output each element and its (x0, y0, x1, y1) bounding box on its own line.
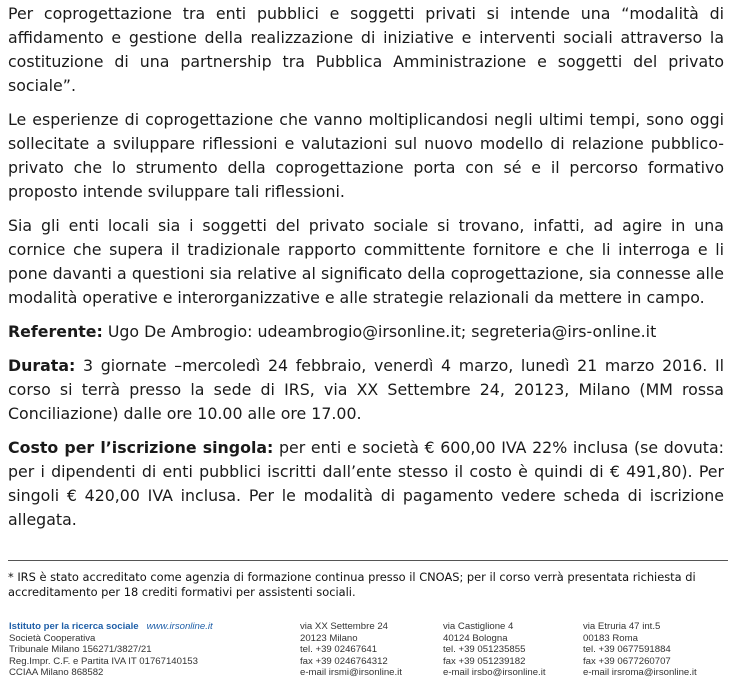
footer-milano-line: fax +39 0246764312 (300, 655, 388, 667)
footer-bologna-line: 40124 Bologna (443, 632, 508, 644)
footer-roma-column (583, 621, 733, 679)
footer-org-line: Società Cooperativa (9, 632, 96, 644)
paragraph-context: Sia gli enti locali sia i soggetti del privato sociale si trovano, infatti, ad agire in una cornice che supera il tradizionale rapporto committente fornitore e che li interroga e li pone davanti a questioni sia relative al significato della coprogettazione, sia connesse alle modalità operative e interorganizzative e alle strategie relazionali da mettere in campo. (8, 216, 724, 307)
footer-roma-line: e-mail irsroma@irsonline.it (583, 667, 697, 679)
document-body (8, 2, 724, 542)
footer-roma-line: via Etruria 47 int.5 (583, 621, 661, 632)
footnote: * IRS è stato accreditato come agenzia di formazione continua presso il CNOAS; per il corso verrà presentata richiesta di accreditamento per 18 crediti formativi per assistenti sociali. (8, 570, 696, 599)
durata-paragraph (8, 354, 724, 426)
footnote-divider (8, 560, 728, 561)
footer-bologna-line: e-mail irsbo@irsonline.it (443, 667, 546, 679)
footer-bologna-column (443, 621, 573, 679)
footer-bologna-line: via Castiglione 4 (443, 621, 514, 632)
footer-org-line: CCIAA Milano 868582 (9, 667, 104, 679)
footer-milano-line: tel. +39 02467641 (300, 644, 378, 656)
costo-label: Costo per l’iscrizione singola: (8, 438, 274, 457)
footer-org-line: Reg.Impr. C.F. e Partita IVA IT 01767140153 (9, 655, 198, 667)
footer-roma-line: tel. +39 0677591884 (583, 644, 671, 656)
footer-org-name: Istituto per la ricerca sociale (9, 621, 139, 632)
paragraph-experiences: Le esperienze di coprogettazione che vanno moltiplicandosi negli ultimi tempi, sono oggi sollecitate a sviluppare riflessioni e valutazioni sul nuovo modello di relazione pubblico-privato che lo strumento della coprogettazione porta con sé e il percorso formativo proposto intende sviluppare tali riflessioni. (8, 110, 724, 201)
footer-org-column (9, 621, 259, 679)
footer-org-line: Tribunale Milano 156271/3827/21 (9, 644, 152, 656)
footer-bologna-line: fax +39 051239182 (443, 655, 526, 667)
durata-label: Durata: (8, 356, 76, 375)
costo-text: per enti e società € 600,00 IVA 22% inclusa (se dovuta: per i dipendenti di enti pubblici iscritti dall’ente stesso il costo è quindi di € 491,80). Per singoli € 420,00 IVA inclusa. Per le modalità di pagamento vedere scheda di iscrizione allegata. (8, 438, 725, 529)
footer-milano-line: 20123 Milano (300, 632, 358, 644)
footer-roma-line: fax +39 0677260707 (583, 655, 671, 667)
costo-paragraph (8, 436, 724, 532)
footer-website: www.irsonline.it (146, 621, 213, 632)
footer-bologna-line: tel. +39 051235855 (443, 644, 526, 656)
referente-label: Referente: (8, 322, 103, 341)
footer-milano-column (300, 621, 430, 679)
footer-roma-line: 00183 Roma (583, 632, 638, 644)
footer-milano-line: via XX Settembre 24 (300, 621, 388, 632)
footer-milano-line: e-mail irsmi@irsonline.it (300, 667, 402, 679)
durata-text: 3 giornate –mercoledì 24 febbraio, venerdì 4 marzo, lunedì 21 marzo 2016. Il corso si terrà presso la sede di IRS, via XX Settembre 24, 20123, Milano (MM rossa Conciliazione) dalle ore 10.00 alle ore 17.00. (8, 356, 724, 423)
paragraph-definition: Per coprogettazione tra enti pubblici e soggetti privati si intende una “modalità di affidamento e gestione della realizzazione di iniziative e interventi sociali attraverso la costituzione di una partnership tra Pubblica Amministrazione e soggetti del privato sociale”. (8, 4, 724, 95)
referente-line (8, 320, 724, 344)
referente-text: Ugo De Ambrogio: udeambrogio@irsonline.it; segreteria@irs-online.it (102, 322, 657, 341)
